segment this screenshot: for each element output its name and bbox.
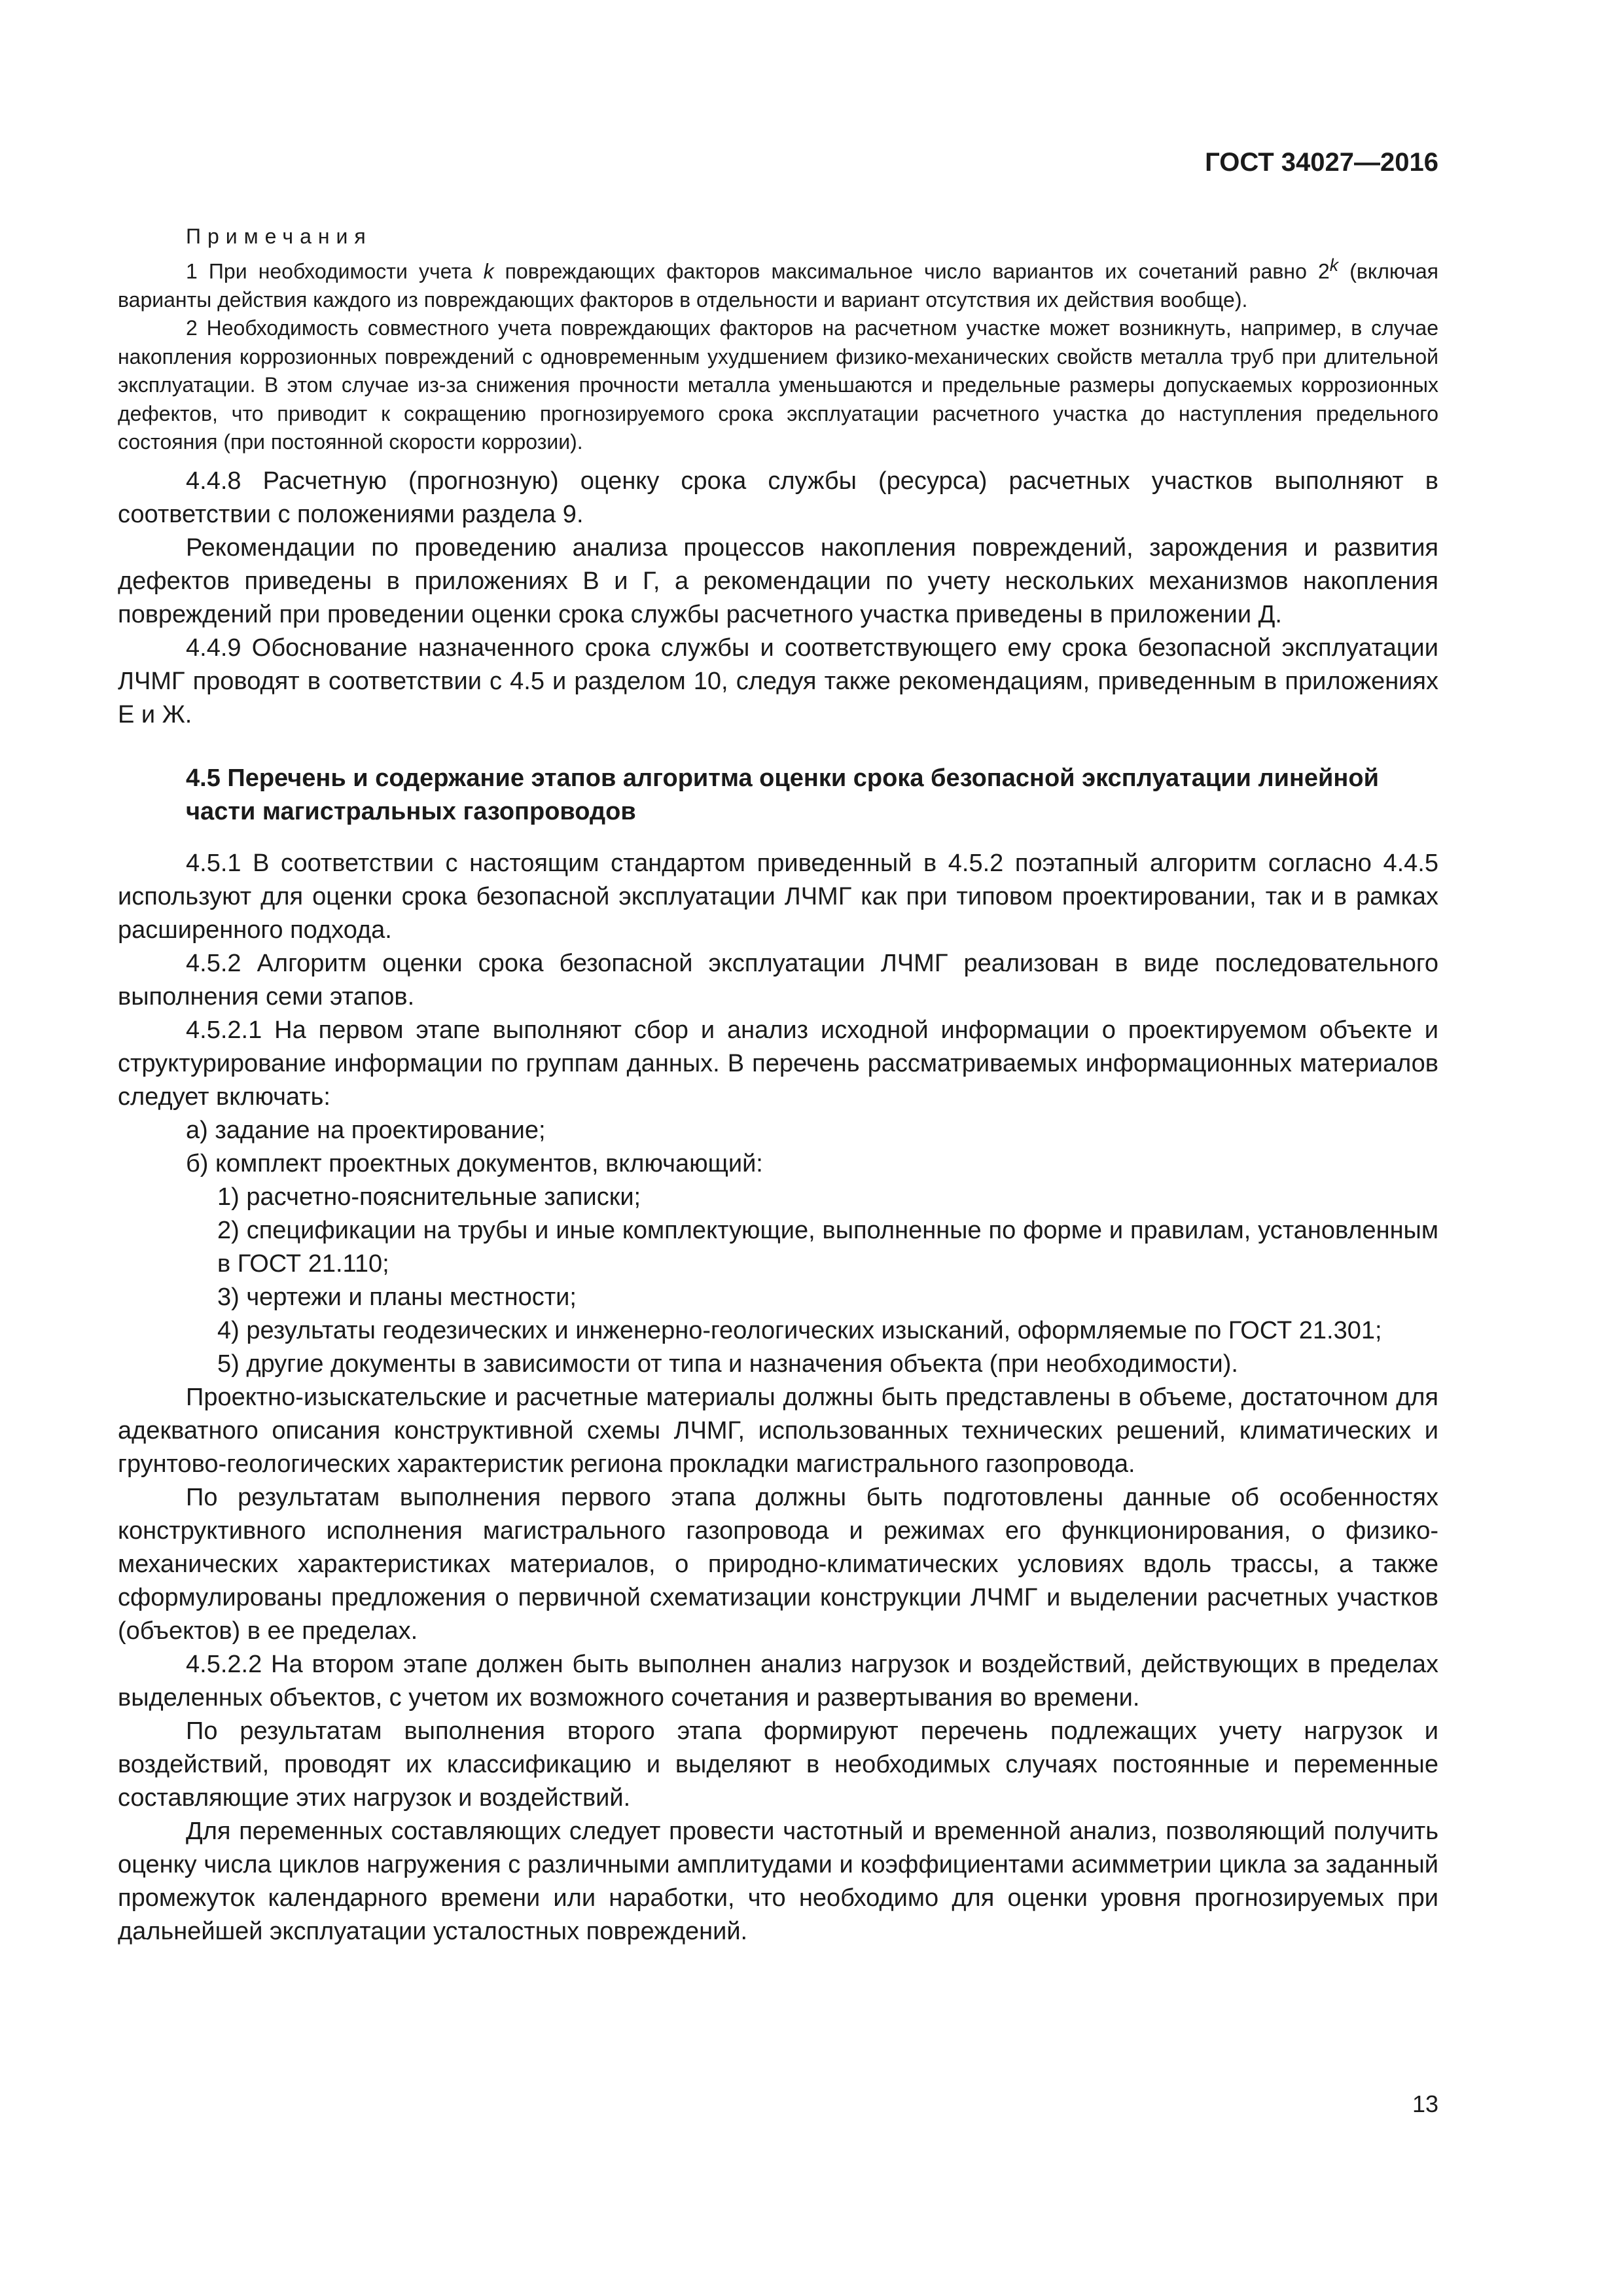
note-1-k-variable: k: [483, 259, 494, 283]
list-item-b-1: 1) расчетно-пояснительные записки;: [217, 1183, 641, 1211]
main-text: [118, 465, 1438, 1948]
paragraph-4-4-8: 4.4.8 Расчетную (прогнозную) оценку срока службы (ресурса) расчетных участков выполняют в соответствии с положениями раздела 9.: [118, 467, 1438, 528]
note-1-k-superscript: k: [1329, 255, 1339, 275]
note-1-text-c: (включая варианты действия каждого из повреждающих факторов в отдельности и вариант отсутствия их действия вообще).: [118, 259, 1439, 312]
notes-title: Примечания: [186, 224, 372, 248]
paragraph-stage-2-results: По результатам выполнения второго этапа формируют перечень подлежащих учету нагрузок и воздействий, проводят их классификацию и выделяют в необходимых случаях постоянные и переменные составляющие этих нагрузок и воздействий.: [118, 1717, 1438, 1812]
paragraph-4-5-1: 4.5.1 В соответствии с настоящим стандартом приведенный в 4.5.2 поэтапный алгоритм согласно 4.4.5 используют для оценки срока безопасной эксплуатации ЛЧМГ как при типовом проектировании, так и в рамках расширенного подхода.: [118, 849, 1438, 944]
paragraph-4-4-9: 4.4.9 Обоснование назначенного срока службы и соответствующего ему срока безопасной эксплуатации ЛЧМГ проводят в соответствии с 4.5 и разделом 10, следуя также рекомендациям, приведенным в приложениях Е и Ж.: [118, 634, 1438, 728]
page-number: 13: [1412, 2090, 1438, 2117]
list-item-b-4: 4) результаты геодезических и инженерно-геологических изысканий, оформляемые по ГОСТ 21.301;: [217, 1316, 1382, 1344]
list-item-b-5: 5) другие документы в зависимости от типа и назначения объекта (при необходимости).: [217, 1350, 1238, 1378]
paragraph-project-materials: Проектно-изыскательские и расчетные материалы должны быть представлены в объеме, достаточном для адекватного описания конструктивной схемы ЛЧМГ, использованных технических решений, климатических и грунтово-геологических характеристик региона прокладки магистрального газопровода.: [118, 1383, 1438, 1478]
document-code-header: ГОСТ 34027—2016: [1205, 148, 1438, 177]
list-item-b-2: 2) спецификации на трубы и иные комплектующие, выполненные по форме и правилам, установленным в ГОСТ 21.110;: [217, 1216, 1438, 1278]
note-2: 2 Необходимость совместного учета повреждающих факторов на расчетном участке может возникнуть, например, в случае накопления коррозионных повреждений с одновременным ухудшением физико-механических свойств металла труб при длительной эксплуатации. В этом случае из-за снижения прочности металла уменьшаются и предельные размеры допускаемых коррозионных дефектов, что приводит к сокращению прогнозируемого срока эксплуатации расчетного участка до наступления предельного состояния (при постоянной скорости коррозии).: [118, 316, 1438, 454]
notes-block: [118, 223, 1438, 457]
note-1-text-a: 1 При необходимости учета: [186, 259, 484, 283]
list-item-a: а) задание на проектирование;: [186, 1116, 546, 1144]
note-1: [118, 251, 1438, 315]
page-body: [118, 223, 1438, 1948]
section-heading-4-5: 4.5 Перечень и содержание этапов алгоритма оценки срока безопасной эксплуатации линейной части магистральных газопроводов: [186, 764, 1379, 825]
paragraph-4-5-2-2: 4.5.2.2 На втором этапе должен быть выполнен анализ нагрузок и воздействий, действующих в пределах выделенных объектов, с учетом их возможного сочетания и развертывания во времени.: [118, 1650, 1438, 1712]
list-item-b: б) комплект проектных документов, включающий:: [186, 1149, 763, 1177]
list-item-b-3: 3) чертежи и планы местности;: [217, 1283, 577, 1311]
paragraph-recommendations: Рекомендации по проведению анализа процессов накопления повреждений, зарождения и развития дефектов приведены в приложениях В и Г, а рекомендации по учету нескольких механизмов накопления повреждений при проведении оценки срока службы расчетного участка приведены в приложении Д.: [118, 533, 1438, 628]
paragraph-4-5-2: 4.5.2 Алгоритм оценки срока безопасной эксплуатации ЛЧМГ реализован в виде последовательного выполнения семи этапов.: [118, 949, 1438, 1011]
note-1-text-b: повреждающих факторов максимальное число вариантов их сочетаний равно 2: [493, 259, 1330, 283]
paragraph-stage-1-results: По результатам выполнения первого этапа должны быть подготовлены данные об особенностях конструктивного исполнения магистрального газопровода и режимах его функционирования, о физико-механических характеристиках материалов, о природно-климатических условиях вдоль трассы, а также сформулированы предложения о первичной схематизации конструкции ЛЧМГ и выделении расчетных участков (объектов) в ее пределах.: [118, 1483, 1438, 1645]
paragraph-variable-components: Для переменных составляющих следует провести частотный и временной анализ, позволяющий получить оценку числа циклов нагружения с различными амплитудами и коэффициентами асимметрии цикла за заданный промежуток календарного времени или наработки, что необходимо для оценки уровня прогнозируемых при дальнейшей эксплуатации усталостных повреждений.: [118, 1817, 1438, 1945]
paragraph-4-5-2-1: 4.5.2.1 На первом этапе выполняют сбор и анализ исходной информации о проектируемом объекте и структурирование информации по группам данных. В перечень рассматриваемых информационных материалов следует включать:: [118, 1016, 1438, 1111]
